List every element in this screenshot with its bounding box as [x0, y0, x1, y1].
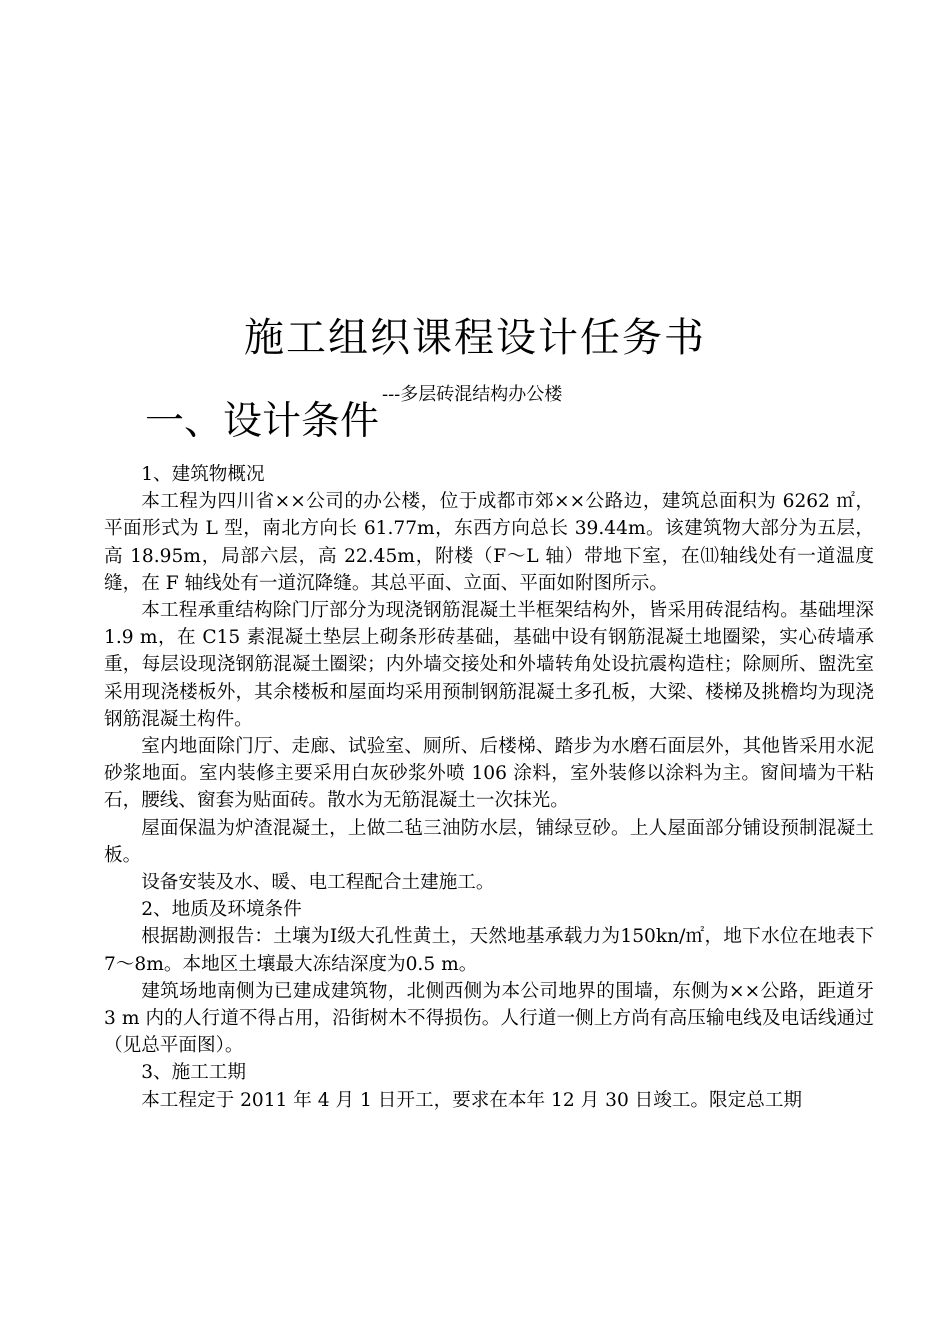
- subsection-heading-geology: 2、地质及环境条件: [141, 899, 302, 921]
- paragraph-soil: 根据勘测报告：土壤为Ⅰ级大孔性黄土，天然地基承载力为150kn/㎡，地下水位在地表下7～8m。本地区土壤最大冻结深度为0.5 m。: [104, 926, 874, 975]
- paragraph-building-overview: 本工程为四川省××公司的办公楼，位于成都市郊××公路边，建筑总面积为 6262 ㎡，平面形式为 L 型，南北方向长 61.77m，东西方向总长 39.44m。该建筑物大部分为五层，高 18.95m，局部六层，高 22.45m，附楼（F～L 轴）带地下室，在⑾轴线处有一道温度缝，在 F 轴线处有一道沉降缝。其总平面、立面、平面如附图所示。: [104, 491, 874, 594]
- document-subtitle: ---多层砖混结构办公楼: [382, 384, 563, 405]
- paragraph-finishes: 室内地面除门厅、走廊、试验室、厕所、后楼梯、踏步为水磨石面层外，其他皆采用水泥砂浆地面。室内装修主要采用白灰砂浆外喷 106 涂料，室外装修以涂料为主。窗间墙为干粘石，腰线、窗套为贴面砖。散水为无筋混凝土一次抹光。: [104, 736, 874, 812]
- paragraph-roof: 屋面保温为炉渣混凝土，上做二毡三油防水层，铺绿豆砂。上人屋面部分铺设预制混凝土板。: [104, 817, 874, 866]
- body-text: [104, 461, 874, 1114]
- subsection-heading-schedule: 3、施工工期: [141, 1062, 246, 1084]
- paragraph-structure: 本工程承重结构除门厅部分为现浇钢筋混凝土半框架结构外，皆采用砖混结构。基础埋深 1.9 m，在 C15 素混凝土垫层上砌条形砖基础，基础中设有钢筋混凝土地圈梁，实心砖墙承重，每层设现浇钢筋混凝土圈梁；内外墙交接处和外墙转角处设抗震构造柱；除厕所、盥洗室采用现浇楼板外，其余楼板和屋面均采用预制钢筋混凝土多孔板，大梁、楼梯及挑檐均为现浇钢筋混凝土构件。: [104, 600, 874, 730]
- subsection-heading-building-overview: 1、建筑物概况: [141, 464, 265, 485]
- section-heading: 一、设计条件: [145, 399, 380, 444]
- document-title: 施工组织课程设计任务书: [244, 315, 706, 361]
- paragraph-equipment: 设备安装及水、暖、电工程配合土建施工。: [141, 872, 495, 894]
- paragraph-site: 建筑场地南侧为已建成建筑物，北侧西侧为本公司地界的围墙，东侧为××公路，距道牙 3 m 内的人行道不得占用，沿街树木不得损伤。人行道一侧上方尚有高压输电线及电话线通过（见总平面图）。: [104, 980, 874, 1057]
- paragraph-schedule: 本工程定于 2011 年 4 月 1 日开工，要求在本年 12 月 30 日竣工。限定总工期: [141, 1089, 803, 1111]
